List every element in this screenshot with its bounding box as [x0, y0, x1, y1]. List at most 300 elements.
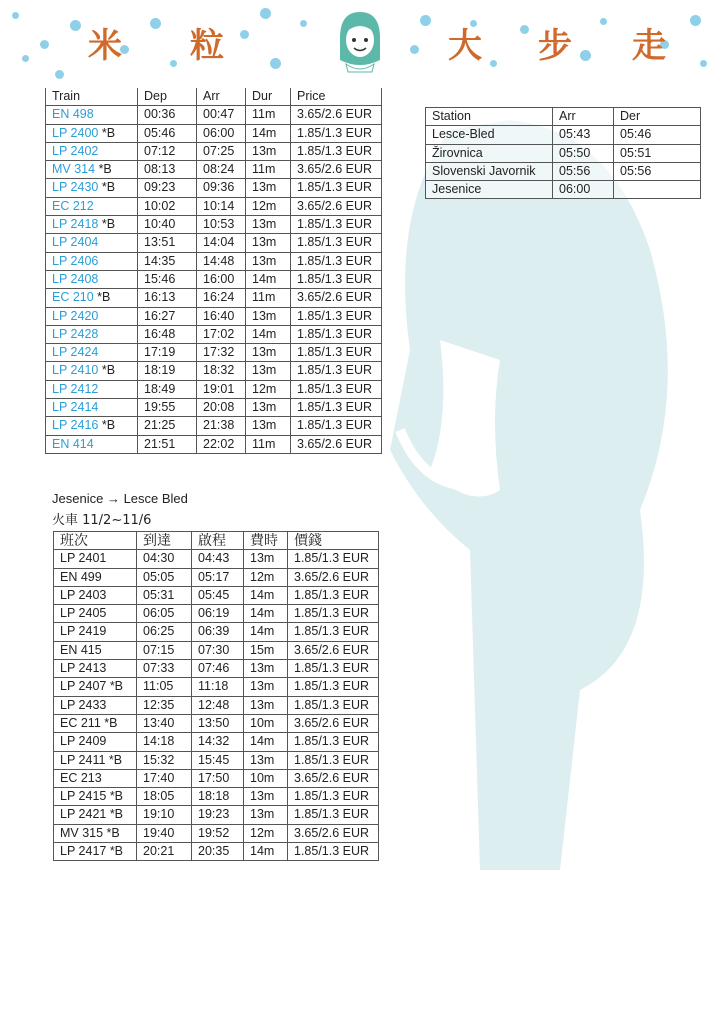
dur-cell: 11m — [246, 435, 291, 453]
train-cell — [46, 344, 138, 362]
mascot-watermark-icon — [330, 90, 724, 890]
arrive-cell: 18:05 — [137, 788, 192, 806]
train-link[interactable]: EN 414 — [52, 436, 94, 451]
arrive-cell: 12:35 — [137, 696, 192, 714]
table-row — [46, 399, 382, 417]
table-row — [54, 788, 379, 806]
price-cell: 1.85/1.3 EUR — [288, 586, 379, 604]
depart-cell: 13:50 — [192, 714, 244, 732]
arr-cell: 08:24 — [197, 161, 246, 179]
train-cell: MV 315 *B — [54, 824, 137, 842]
train-note: *B — [95, 162, 112, 177]
girl-mascot-icon — [332, 8, 388, 74]
price-cell: 1.85/1.3 EUR — [291, 234, 382, 252]
header-banner — [0, 0, 724, 82]
duration-cell: 13m — [244, 806, 288, 824]
duration-cell: 13m — [244, 678, 288, 696]
table-row — [54, 843, 379, 861]
price-cell: 3.65/2.6 EUR — [288, 714, 379, 732]
table-row — [46, 197, 382, 215]
dur-cell: 11m — [246, 106, 291, 124]
table-row — [54, 605, 379, 623]
col-depart: 啟程 — [192, 532, 244, 550]
train-cell: LP 2413 — [54, 660, 137, 678]
der-cell: 05:56 — [614, 162, 701, 180]
price-cell: 1.85/1.3 EUR — [291, 270, 382, 288]
arrive-cell: 19:40 — [137, 824, 192, 842]
duration-cell: 15m — [244, 641, 288, 659]
train-link[interactable]: LP 2406 — [52, 253, 99, 268]
dep-cell: 10:40 — [138, 216, 197, 234]
decor-dot — [600, 18, 607, 25]
arr-cell: 17:32 — [197, 344, 246, 362]
arr-cell: 00:47 — [197, 106, 246, 124]
train-cell — [46, 289, 138, 307]
duration-cell: 13m — [244, 660, 288, 678]
train-cell: EN 415 — [54, 641, 137, 659]
depart-cell: 11:18 — [192, 678, 244, 696]
price-cell: 3.65/2.6 EUR — [288, 769, 379, 787]
train-link[interactable]: LP 2400 — [52, 125, 99, 140]
arr-cell: 16:00 — [197, 270, 246, 288]
price-cell: 3.65/2.6 EUR — [288, 568, 379, 586]
dep-cell: 18:19 — [138, 362, 197, 380]
price-cell: 3.65/2.6 EUR — [291, 289, 382, 307]
dur-cell: 13m — [246, 417, 291, 435]
dur-cell: 12m — [246, 197, 291, 215]
table-row — [426, 181, 701, 199]
price-cell: 1.85/1.3 EUR — [291, 216, 382, 234]
train-cell — [46, 216, 138, 234]
train-link[interactable]: LP 2430 — [52, 180, 99, 195]
price-cell: 1.85/1.3 EUR — [291, 124, 382, 142]
train-cell: EC 211 *B — [54, 714, 137, 732]
decor-dot — [520, 25, 529, 34]
arrive-cell: 05:05 — [137, 568, 192, 586]
duration-cell: 13m — [244, 788, 288, 806]
decor-dot — [240, 30, 249, 39]
arrive-cell: 13:40 — [137, 714, 192, 732]
decor-dot — [70, 20, 81, 31]
train-cell — [46, 124, 138, 142]
date-caption: 火車 11/2~11/6 — [52, 513, 152, 528]
price-cell: 1.85/1.3 EUR — [291, 179, 382, 197]
arr-cell: 07:25 — [197, 142, 246, 160]
table-row — [46, 417, 382, 435]
dep-cell: 21:51 — [138, 435, 197, 453]
train-link[interactable]: LP 2412 — [52, 381, 99, 396]
arr-cell: 05:56 — [553, 162, 614, 180]
route-to: Lesce Bled — [123, 491, 188, 506]
table-row — [46, 289, 382, 307]
arr-cell: 06:00 — [197, 124, 246, 142]
table-row — [54, 678, 379, 696]
duration-cell: 14m — [244, 733, 288, 751]
depart-cell: 17:50 — [192, 769, 244, 787]
station-cell: Lesce-Bled — [426, 126, 553, 144]
train-note: *B — [98, 180, 116, 195]
train-cell: LP 2415 *B — [54, 788, 137, 806]
price-cell: 1.85/1.3 EUR — [291, 380, 382, 398]
col-station: Station — [426, 108, 553, 126]
dep-cell: 16:13 — [138, 289, 197, 307]
train-link[interactable]: LP 2418 — [52, 217, 99, 232]
decor-dot — [580, 50, 591, 61]
col-train: 班次 — [54, 532, 137, 550]
train-link[interactable]: EN 498 — [52, 107, 94, 122]
table-row — [46, 380, 382, 398]
table-row — [54, 733, 379, 751]
duration-cell: 14m — [244, 586, 288, 604]
price-cell: 1.85/1.3 EUR — [288, 660, 379, 678]
train-link[interactable]: LP 2410 — [52, 363, 99, 378]
depart-cell: 05:45 — [192, 586, 244, 604]
decor-dot — [170, 60, 177, 67]
duration-cell: 12m — [244, 824, 288, 842]
arr-cell: 09:36 — [197, 179, 246, 197]
duration-cell: 13m — [244, 751, 288, 769]
dur-cell: 13m — [246, 344, 291, 362]
table-row — [54, 714, 379, 732]
duration-cell: 13m — [244, 696, 288, 714]
col-arr: Arr — [197, 88, 246, 106]
table-row — [426, 126, 701, 144]
arrive-cell: 06:25 — [137, 623, 192, 641]
depart-cell: 06:39 — [192, 623, 244, 641]
table-row — [46, 344, 382, 362]
arr-cell: 17:02 — [197, 325, 246, 343]
header-char-1: 米 — [88, 26, 122, 66]
dep-cell: 19:55 — [138, 399, 197, 417]
col-der: Der — [614, 108, 701, 126]
arr-cell: 18:32 — [197, 362, 246, 380]
dep-cell: 17:19 — [138, 344, 197, 362]
arrive-cell: 06:05 — [137, 605, 192, 623]
depart-cell: 07:30 — [192, 641, 244, 659]
col-price: Price — [291, 88, 382, 106]
train-cell: LP 2411 *B — [54, 751, 137, 769]
table-row — [46, 216, 382, 234]
table-row — [426, 162, 701, 180]
dep-cell: 07:12 — [138, 142, 197, 160]
table-row — [54, 568, 379, 586]
table-row — [46, 325, 382, 343]
table-row — [426, 144, 701, 162]
train-note: *B — [98, 125, 116, 140]
train-link[interactable]: LP 2408 — [52, 271, 99, 286]
decor-dot — [270, 58, 281, 69]
table-row — [46, 142, 382, 160]
price-cell: 1.85/1.3 EUR — [288, 806, 379, 824]
col-train: Train — [46, 88, 138, 106]
arrow-right-icon: → — [106, 491, 120, 506]
decor-dot — [690, 15, 701, 26]
price-cell: 1.85/1.3 EUR — [291, 362, 382, 380]
arr-cell: 19:01 — [197, 380, 246, 398]
lesce-to-jesenice-table — [45, 88, 382, 454]
dep-cell: 15:46 — [138, 270, 197, 288]
train-link[interactable]: LP 2424 — [52, 345, 99, 360]
arrive-cell: 20:21 — [137, 843, 192, 861]
duration-cell: 10m — [244, 769, 288, 787]
duration-cell: 14m — [244, 605, 288, 623]
price-cell: 1.85/1.3 EUR — [291, 325, 382, 343]
dep-cell: 13:51 — [138, 234, 197, 252]
arr-cell: 06:00 — [553, 181, 614, 199]
table-row — [54, 751, 379, 769]
station-cell: Slovenski Javornik — [426, 162, 553, 180]
train-link[interactable]: MV 314 — [52, 162, 96, 177]
table-row — [54, 586, 379, 604]
table-row — [46, 270, 382, 288]
decor-dot — [260, 8, 271, 19]
table-row — [54, 623, 379, 641]
table-row — [46, 307, 382, 325]
arr-cell: 21:38 — [197, 417, 246, 435]
jesenice-to-lesce-table — [53, 531, 379, 861]
train-note: *B — [93, 290, 111, 305]
train-cell — [46, 307, 138, 325]
der-cell — [614, 181, 701, 199]
train-cell: LP 2405 — [54, 605, 137, 623]
route-from: Jesenice — [52, 491, 104, 506]
price-cell: 3.65/2.6 EUR — [291, 106, 382, 124]
dep-cell: 09:23 — [138, 179, 197, 197]
duration-cell: 12m — [244, 568, 288, 586]
arr-cell: 16:24 — [197, 289, 246, 307]
decor-dot — [150, 18, 161, 29]
table-row — [46, 179, 382, 197]
col-dep: Dep — [138, 88, 197, 106]
price-cell: 1.85/1.3 EUR — [288, 678, 379, 696]
table-row — [46, 252, 382, 270]
depart-cell: 20:35 — [192, 843, 244, 861]
train-cell — [46, 362, 138, 380]
depart-cell: 19:23 — [192, 806, 244, 824]
decor-dot — [40, 40, 49, 49]
arrive-cell: 11:05 — [137, 678, 192, 696]
arr-cell: 22:02 — [197, 435, 246, 453]
decor-dot — [410, 45, 419, 54]
dep-cell: 16:48 — [138, 325, 197, 343]
header-char-2: 粒 — [190, 26, 224, 66]
train-link[interactable]: LP 2428 — [52, 326, 99, 341]
train-cell — [46, 435, 138, 453]
duration-cell: 10m — [244, 714, 288, 732]
dur-cell: 13m — [246, 179, 291, 197]
train-link[interactable]: LP 2402 — [52, 143, 99, 158]
decor-dot — [22, 55, 29, 62]
table-header-row — [46, 88, 382, 106]
duration-cell: 14m — [244, 623, 288, 641]
table-row — [54, 696, 379, 714]
col-dur: Dur — [246, 88, 291, 106]
table-row — [46, 234, 382, 252]
table-row — [46, 435, 382, 453]
price-cell: 3.65/2.6 EUR — [288, 641, 379, 659]
station-stops-table — [425, 107, 701, 199]
train-cell — [46, 234, 138, 252]
dur-cell: 14m — [246, 325, 291, 343]
train-cell — [46, 252, 138, 270]
col-arrive: 到達 — [137, 532, 192, 550]
arr-cell: 10:14 — [197, 197, 246, 215]
table-row — [54, 806, 379, 824]
dep-cell: 05:46 — [138, 124, 197, 142]
depart-cell: 04:43 — [192, 550, 244, 568]
depart-cell: 05:17 — [192, 568, 244, 586]
dep-cell: 08:13 — [138, 161, 197, 179]
price-cell: 1.85/1.3 EUR — [288, 550, 379, 568]
train-link[interactable]: EC 212 — [52, 198, 94, 213]
dep-cell: 21:25 — [138, 417, 197, 435]
dur-cell: 13m — [246, 252, 291, 270]
dep-cell: 14:35 — [138, 252, 197, 270]
train-cell: LP 2421 *B — [54, 806, 137, 824]
depart-cell: 12:48 — [192, 696, 244, 714]
dur-cell: 14m — [246, 270, 291, 288]
arrive-cell: 17:40 — [137, 769, 192, 787]
duration-cell: 14m — [244, 843, 288, 861]
dep-cell: 10:02 — [138, 197, 197, 215]
price-cell: 1.85/1.3 EUR — [291, 344, 382, 362]
train-cell — [46, 417, 138, 435]
price-cell: 1.85/1.3 EUR — [291, 417, 382, 435]
route-caption — [52, 491, 188, 506]
train-cell: LP 2409 — [54, 733, 137, 751]
train-cell: EC 213 — [54, 769, 137, 787]
price-cell: 1.85/1.3 EUR — [288, 733, 379, 751]
depart-cell: 06:19 — [192, 605, 244, 623]
price-cell: 3.65/2.6 EUR — [291, 435, 382, 453]
price-cell: 3.65/2.6 EUR — [291, 197, 382, 215]
train-cell: LP 2403 — [54, 586, 137, 604]
arr-cell: 14:48 — [197, 252, 246, 270]
arr-cell: 05:50 — [553, 144, 614, 162]
price-cell: 1.85/1.3 EUR — [291, 307, 382, 325]
dur-cell: 13m — [246, 216, 291, 234]
arrive-cell: 04:30 — [137, 550, 192, 568]
table-row — [54, 550, 379, 568]
depart-cell: 19:52 — [192, 824, 244, 842]
train-cell — [46, 399, 138, 417]
der-cell: 05:46 — [614, 126, 701, 144]
price-cell: 1.85/1.3 EUR — [291, 399, 382, 417]
train-cell — [46, 270, 138, 288]
decor-dot — [490, 60, 497, 67]
train-cell — [46, 179, 138, 197]
price-cell: 1.85/1.3 EUR — [288, 605, 379, 623]
train-cell — [46, 325, 138, 343]
arr-cell: 16:40 — [197, 307, 246, 325]
table-row — [54, 641, 379, 659]
price-cell: 1.85/1.3 EUR — [288, 696, 379, 714]
duration-cell: 13m — [244, 550, 288, 568]
arr-cell: 05:43 — [553, 126, 614, 144]
dur-cell: 12m — [246, 380, 291, 398]
train-note: *B — [98, 217, 116, 232]
train-cell: EN 499 — [54, 568, 137, 586]
train-cell: LP 2417 *B — [54, 843, 137, 861]
train-link[interactable]: LP 2404 — [52, 235, 99, 250]
col-arr: Arr — [553, 108, 614, 126]
dur-cell: 13m — [246, 399, 291, 417]
col-duration: 費時 — [244, 532, 288, 550]
dur-cell: 11m — [246, 161, 291, 179]
header-char-5: 走 — [632, 26, 666, 66]
arrive-cell: 19:10 — [137, 806, 192, 824]
train-cell — [46, 197, 138, 215]
train-cell — [46, 142, 138, 160]
train-cell: LP 2419 — [54, 623, 137, 641]
train-link[interactable]: LP 2420 — [52, 308, 99, 323]
train-cell: LP 2407 *B — [54, 678, 137, 696]
arr-cell: 10:53 — [197, 216, 246, 234]
arrive-cell: 15:32 — [137, 751, 192, 769]
arr-cell: 20:08 — [197, 399, 246, 417]
price-cell: 1.85/1.3 EUR — [291, 252, 382, 270]
table-header-row — [54, 532, 379, 550]
arrive-cell: 07:15 — [137, 641, 192, 659]
station-cell: Jesenice — [426, 181, 553, 199]
depart-cell: 14:32 — [192, 733, 244, 751]
decor-dot — [300, 20, 307, 27]
price-cell: 3.65/2.6 EUR — [288, 824, 379, 842]
station-cell: Žirovnica — [426, 144, 553, 162]
dur-cell: 13m — [246, 142, 291, 160]
train-cell: LP 2433 — [54, 696, 137, 714]
arr-cell: 14:04 — [197, 234, 246, 252]
arrive-cell: 05:31 — [137, 586, 192, 604]
train-link[interactable]: LP 2414 — [52, 400, 99, 415]
train-link[interactable]: LP 2416 — [52, 418, 99, 433]
price-cell: 1.85/1.3 EUR — [291, 142, 382, 160]
train-cell: LP 2401 — [54, 550, 137, 568]
train-note: *B — [98, 418, 116, 433]
train-cell — [46, 380, 138, 398]
depart-cell: 15:45 — [192, 751, 244, 769]
train-link[interactable]: EC 210 — [52, 290, 94, 305]
decor-dot — [55, 70, 64, 79]
train-cell — [46, 106, 138, 124]
der-cell: 05:51 — [614, 144, 701, 162]
dep-cell: 18:49 — [138, 380, 197, 398]
arrive-cell: 14:18 — [137, 733, 192, 751]
train-note: *B — [98, 363, 116, 378]
price-cell: 1.85/1.3 EUR — [288, 843, 379, 861]
price-cell: 1.85/1.3 EUR — [288, 751, 379, 769]
dep-cell: 16:27 — [138, 307, 197, 325]
train-cell — [46, 161, 138, 179]
dur-cell: 13m — [246, 307, 291, 325]
price-cell: 1.85/1.3 EUR — [288, 623, 379, 641]
depart-cell: 18:18 — [192, 788, 244, 806]
table-row — [54, 824, 379, 842]
dur-cell: 14m — [246, 124, 291, 142]
dur-cell: 11m — [246, 289, 291, 307]
dep-cell: 00:36 — [138, 106, 197, 124]
arrive-cell: 07:33 — [137, 660, 192, 678]
table-header-row — [426, 108, 701, 126]
dur-cell: 13m — [246, 362, 291, 380]
col-price: 價錢 — [288, 532, 379, 550]
price-cell: 3.65/2.6 EUR — [291, 161, 382, 179]
price-cell: 1.85/1.3 EUR — [288, 788, 379, 806]
header-char-4: 步 — [538, 26, 572, 66]
decor-dot — [420, 15, 431, 26]
depart-cell: 07:46 — [192, 660, 244, 678]
header-char-3: 大 — [448, 26, 482, 66]
